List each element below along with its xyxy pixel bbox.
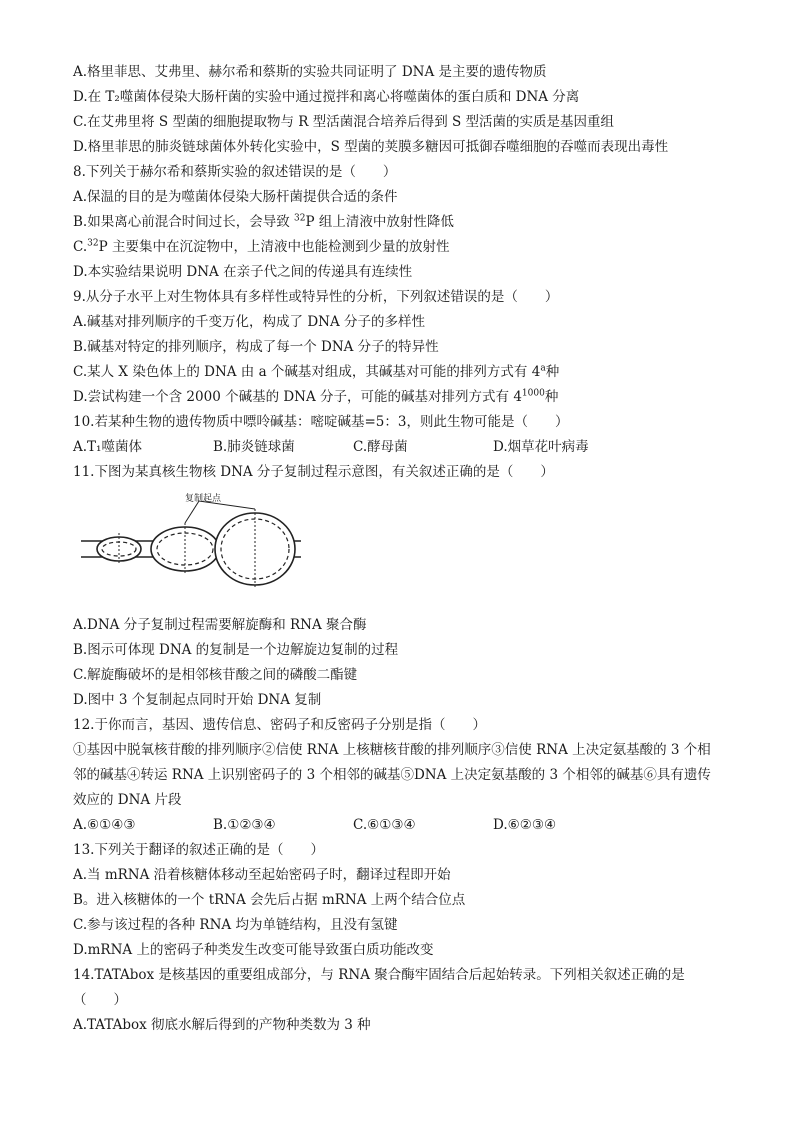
option-line: A.格里菲思、艾弗里、赫尔希和蔡斯的实验共同证明了 DNA 是主要的遗传物质 <box>73 64 547 80</box>
q13-stem: 13.下列关于翻译的叙述正确的是（ ） <box>73 842 324 858</box>
q8-stem: 8.下列关于赫尔希和蔡斯实验的叙述错误的是（ ） <box>73 164 397 180</box>
question-content <box>73 60 733 1038</box>
q14-option-a: A.TATAbox 彻底水解后得到的产物种类数为 3 种 <box>73 1017 371 1033</box>
q9-stem: 9.从分子水平上对生物体具有多样性或特异性的分析，下列叙述错误的是（ ） <box>73 289 559 305</box>
q13-option-a: A.当 mRNA 沿着核糖体移动至起始密码子时，翻译过程即开始 <box>73 867 451 883</box>
q10-option-c: C.酵母菌 <box>353 439 408 455</box>
dna-replication-figure <box>73 485 733 613</box>
q13-option-b: B。进入核糖体的一个 tRNA 会先后占据 mRNA 上两个结合位点 <box>73 892 466 908</box>
q8-option-c: C.$^{32}$P 主要集中在沉淀物中，上清液中也能检测到少量的放射性 <box>73 238 450 255</box>
option-line: D.格里菲思的肺炎链球菌体外转化实验中，S 型菌的荚膜多糖因可抵御吞噬细胞的吞噬而表现出毒性 <box>73 139 669 155</box>
q9-option-b: B.碱基对特定的排列顺序，构成了每一个 DNA 分子的特异性 <box>73 339 439 355</box>
q13-option-d: D.mRNA 上的密码子种类发生改变可能导致蛋白质功能改变 <box>73 942 434 958</box>
q9-option-d: D.尝试构建一个含 2000 个碱基的 DNA 分子，可能的碱基对排列方式有 $4^{1000}$种 <box>73 388 559 405</box>
q14-stem-cont: （ ） <box>73 992 127 1008</box>
q12-body: 邻的碱基④转运 RNA 上识别密码子的 3 个相邻的碱基⑤DNA 上决定氨基酸的 3 个相邻的碱基⑥具有遗传 <box>73 767 711 783</box>
q10-option-b: B.肺炎链球菌 <box>213 439 295 455</box>
q12-option-b: B.①②③④ <box>213 817 276 833</box>
q9-option-a: A.碱基对排列顺序的千变万化，构成了 DNA 分子的多样性 <box>73 314 426 330</box>
q12-option-d: D.⑥②③④ <box>493 817 557 833</box>
q12-stem: 12.于你而言，基因、遗传信息、密码子和反密码子分别是指（ ） <box>73 717 486 733</box>
label-pointer <box>185 501 199 523</box>
origin-label: 复制起点 <box>185 494 222 504</box>
q12-option-c: C.⑥①③④ <box>353 817 416 833</box>
q11-option-a: A.DNA 分子复制过程需要解旋酶和 RNA 聚合酶 <box>73 617 367 633</box>
replication-bubbles-diagram <box>81 493 301 603</box>
q8-option-b: B.如果离心前混合时间过长，会导致 $^{32}$P 组上清液中放射性降低 <box>73 213 454 230</box>
option-line: D.在 T₂噬菌体侵染大肠杆菌的实验中通过搅拌和离心将噬菌体的蛋白质和 DNA 分离 <box>73 89 580 105</box>
q11-stem: 11.下图为某真核生物核 DNA 分子复制过程示意图，有关叙述正确的是（ ） <box>73 464 554 480</box>
q8-option-a: A.保温的目的是为噬菌体侵染大肠杆菌提供合适的条件 <box>73 189 398 205</box>
q13-option-c: C.参与该过程的各种 RNA 均为单链结构，且没有氢键 <box>73 917 398 933</box>
q10-options <box>73 435 733 460</box>
q12-body: 效应的 DNA 片段 <box>73 792 182 808</box>
q10-option-a: A.T₁噬菌体 <box>73 439 142 455</box>
q9-option-c: C.某人 X 染色体上的 DNA 由 a 个碱基对组成，其碱基对可能的排列方式有 4$^a$种 <box>73 363 560 380</box>
q11-option-c: C.解旋酶破坏的是相邻核苷酸之间的磷酸二酯键 <box>73 667 358 683</box>
q10-stem: 10.若某种生物的遗传物质中嘌呤碱基：嘧啶碱基=5：3，则此生物可能是（ ） <box>73 414 569 430</box>
q12-options <box>73 813 733 838</box>
q8-option-d: D.本实验结果说明 DNA 在亲子代之间的传递具有连续性 <box>73 264 413 280</box>
q14-stem: 14.TATAbox 是核基因的重要组成部分，与 RNA 聚合酶牢固结合后起始转录。下列相关叙述正确的是 <box>73 967 685 983</box>
q12-option-a: A.⑥①④③ <box>73 817 136 833</box>
q11-option-d: D.图中 3 个复制起点同时开始 DNA 复制 <box>73 692 322 708</box>
option-line: C.在艾弗里将 S 型菌的细胞提取物与 R 型活菌混合培养后得到 S 型活菌的实质是基因重组 <box>73 114 615 130</box>
q11-option-b: B.图示可体现 DNA 的复制是一个边解旋边复制的过程 <box>73 642 399 658</box>
q10-option-d: D.烟草花叶病毒 <box>493 439 589 455</box>
q12-body: ①基因中脱氧核苷酸的排列顺序②信使 RNA 上核糖核苷酸的排列顺序③信使 RNA 上决定氨基酸的 3 个相 <box>73 742 711 758</box>
